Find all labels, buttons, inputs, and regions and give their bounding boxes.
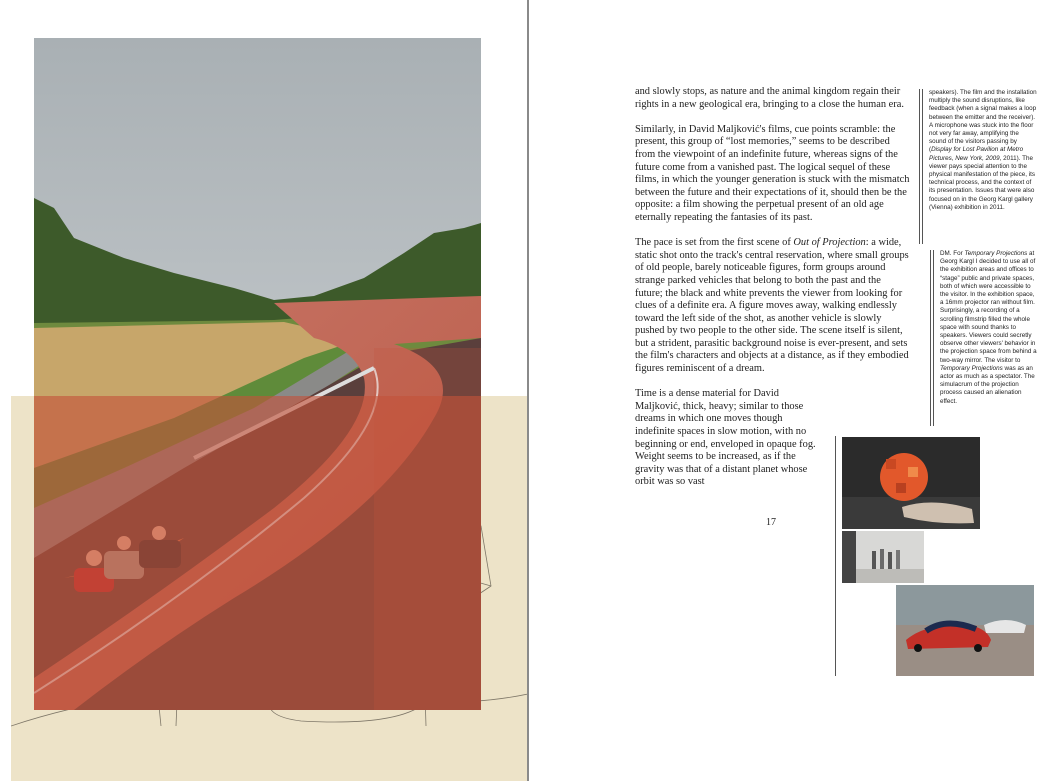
sidenote-1-title: Display for Lost Pavilion at Metro Pictures, New York, 2009 [929,146,1024,162]
thumbnail-gallery-visitors [842,531,924,583]
sidenote-1-text-b: , 2011). The viewer pays special attention to the physical manifestation of the piece, its technical process, and the context of its presentation. Issues that were also focused on in the Georg Kargl gallery (Vienna) exhibition in 2011. [929,154,1036,211]
sidenote-2-text-b: at Georg Kargl I decided to use all of the exhibition areas and offices to “stage” public and private spaces, both of which were accessible to the visitor. In the exhibition space, a 16mm projector ran without film. Surprisingly, a recording of a scrolling filmstrip filled the whole space with sound thanks to speakers. Viewers could secretly observe other viewers' behavior in the projection space from behind a two-way mirror. The visitor to [940,250,1037,364]
note-rule-1 [919,89,920,244]
note-rule-2b [933,250,934,426]
sidenote-2-text-a: DM. For [940,250,965,257]
sidenote-2 [940,250,1037,406]
paragraph-3-rest: : a wide, static shot onto the track's central reservation, where small groups of old people, barely noticeable figures, form groups around strange parked vehicles that belong to both the past and the future; the black and white prevents the viewer from looking for clues of a definite era. A figure moves away, walking endlessly toward the left side of the shot, as another vehicle is slowly pushed by two people to the other side. The scene itself is silent, but a strident, parasitic background noise is ever-present, and sets the film's characters and objects at a distance, as if they embodied figures reminiscent of a dream. [635,237,909,375]
film-title: Out of Projection [793,237,866,249]
sidenote-2-text-c: was as an actor as much as a spectator. The simulacrum of the projection process caused an alienation effect. [940,364,1035,405]
sidenote-2-title: Temporary Projections [964,250,1028,257]
left-page [0,0,527,781]
thumbnail-projector-hand [842,437,980,529]
paragraph-3-lead: The pace is set from the first scene of [635,237,794,249]
thumbnail-parked-cars [896,585,1034,676]
sidenote-1-text-a: speakers). The film and the installation multiply the sound disruptions, like feedback (when a signal makes a loop between the emitter and the receiver). A microphone was stuck into the floor not very far away, amplifying the sound of the visitors passing by ( [929,89,1037,154]
paragraph-4: Time is a dense material for David Maljković, thick, heavy; similar to those dreams in which one moves though indefinite spaces in slow motion, with no beginning or end, enveloped in opaque fog. Weight seems to be increased, as if the gravity was that of a distant planet whose orbit was so vast [635,388,816,488]
velodrome-photo [34,38,481,710]
image-rule [835,436,836,676]
page-number: 17 [766,517,776,528]
paragraph-1: and slowly stops, as nature and the animal kingdom regain their rights in a new geological era, bringing to a close the human era. [635,86,904,110]
note-rule-2 [930,250,931,426]
sidenote-2-title-2: Temporary Projections [940,364,1003,372]
note-rule-1b [922,89,923,244]
paragraph-3 [635,237,910,376]
paragraph-2: Similarly, in David Maljković's films, cue points scramble: the present, this group of “lost memories,” seems to be described from the viewpoint of an indefinite future, whereas signs of the future come from a vanished past. The logical sequel of these films, in which the younger generation is stuck with the mismatch between the future and their expectations of it, should then be the opposite: a film showing the perpetual present of an old age eternally repeating the fantasies of its past. [635,123,910,223]
sidenote-1 [929,89,1037,212]
